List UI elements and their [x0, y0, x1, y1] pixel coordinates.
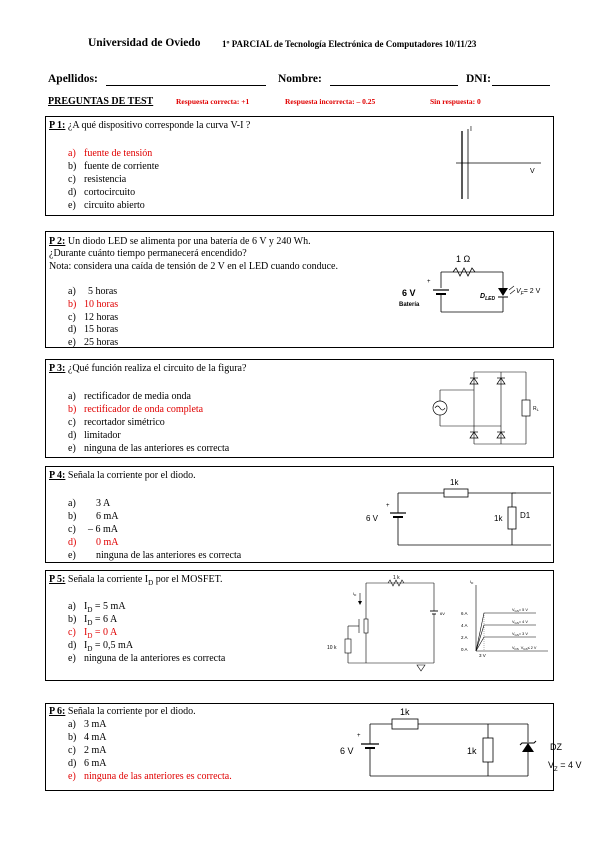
name-field[interactable] — [330, 85, 458, 86]
curve-label-5: $V_{GS}= 5$ V — [512, 608, 528, 613]
resistor-top — [444, 489, 468, 497]
name-label: Nombre: — [278, 73, 322, 85]
source-label: 6 V — [366, 514, 379, 523]
option-d[interactable]: d) limitador — [68, 430, 121, 441]
question-text: ¿A qué dispositivo corresponde la curva V-I ? — [67, 120, 251, 131]
resistor-mid — [508, 507, 516, 529]
option-c[interactable]: c) – 6 mA — [68, 524, 118, 535]
university-name: Universidad de Oviedo — [88, 37, 201, 49]
option-a[interactable]: a) 3 A — [68, 498, 111, 509]
option-e[interactable]: e) ninguna de las anteriores es correcta. — [68, 771, 232, 782]
question-5 — [45, 570, 554, 681]
question-1-stem — [49, 120, 250, 131]
dni-label: DNI: — [466, 73, 491, 85]
question-text: Señala la corriente por el diodo. — [67, 470, 196, 481]
surname-field[interactable] — [106, 85, 266, 86]
option-d[interactable]: d) 15 horas — [68, 324, 119, 335]
question-text: ¿Qué función realiza el circuito de la figura? — [67, 363, 247, 374]
mosfet — [364, 619, 368, 633]
vi-curve-figure — [446, 121, 546, 211]
option-b[interactable]: b) $I_D = 6$ A — [68, 614, 118, 627]
question-2-stem — [49, 236, 311, 247]
option-b[interactable]: b) 10 horas — [68, 299, 119, 310]
curve-label-3: $V_{GS}= 3$ V — [512, 632, 528, 637]
vz-label: $V_Z = 4$ V — [548, 760, 582, 773]
question-3-stem — [49, 363, 246, 374]
option-b[interactable]: b) rectificador de onda completa — [68, 404, 204, 415]
option-d[interactable]: d) 0 mA — [68, 537, 119, 548]
resistor-top — [392, 719, 418, 729]
load-resistor — [522, 400, 530, 416]
option-d[interactable]: d) $I_D = 0,5$ mA — [68, 640, 134, 653]
question-1 — [45, 116, 554, 216]
resistor-top-label: 1k — [450, 478, 459, 487]
legend-correct: Respuesta correcta: +1 — [176, 97, 250, 106]
resistor-10k — [345, 639, 351, 653]
option-a[interactable]: a) $I_D = 5$ mA — [68, 601, 126, 614]
option-d[interactable]: d) cortocircuito — [68, 187, 136, 198]
question-text: Un diodo LED se alimenta por una batería de 6 V y 240 Wh. — [67, 236, 311, 247]
question-label: P 2: — [49, 236, 66, 247]
v-axis-label: V — [530, 168, 535, 175]
r-gate-label: 10 k — [327, 645, 337, 651]
question-label: P 6: — [49, 706, 66, 717]
question-label: P 5: — [49, 574, 66, 585]
option-c[interactable]: c) 2 mA — [68, 745, 107, 756]
plus-sign: + — [357, 733, 361, 739]
diode-label: D1 — [520, 511, 531, 520]
resistor-label: 1 Ω — [456, 254, 471, 264]
led-label: $D_{LED}$ — [480, 293, 496, 302]
i-axis-label: I — [470, 126, 472, 133]
question-text-line2: ¿Durante cuánto tiempo permanecerá encendido? — [49, 248, 247, 259]
battery-voltage: 6 V — [402, 288, 416, 298]
source-label: 6 V — [340, 746, 354, 756]
option-e[interactable]: e) ninguna de las anteriores es correcta — [68, 550, 242, 561]
curve-label-2: $V_{DS}$ $V_{GS}\le 2$ V — [512, 646, 537, 651]
led-circuit-figure — [398, 250, 548, 325]
tick-0a: 0 A — [461, 647, 468, 652]
question-label: P 1: — [49, 120, 66, 131]
vf-label: $V_F= 2$ V — [516, 288, 541, 297]
load-label: $R_L$ — [533, 406, 539, 412]
legend-blank: Sin respuesta: 0 — [430, 97, 481, 106]
led-diode — [498, 288, 508, 296]
option-b[interactable]: b) 4 mA — [68, 732, 107, 743]
option-d[interactable]: d) 6 mA — [68, 758, 107, 769]
option-a[interactable]: a) 5 horas — [68, 286, 118, 297]
legend-incorrect: Respuesta incorrecta: – 0.25 — [285, 97, 376, 106]
resistor-mid-label: 1k — [494, 514, 503, 523]
zener-diode — [522, 743, 534, 752]
question-3 — [45, 359, 554, 458]
option-e[interactable]: e) ninguna de la anteriores es correcta — [68, 653, 226, 664]
question-4 — [45, 466, 554, 563]
question-note: Nota: considera una caída de tensión de 2 V en el LED cuando conduce. — [49, 261, 338, 272]
option-e[interactable]: e) ninguna de las anteriores es correcta — [68, 443, 230, 454]
resistor-mid-label: 1k — [467, 746, 477, 756]
mosfet-circuit-figure — [326, 571, 551, 679]
id-label: $I_D$ — [353, 591, 357, 597]
plus-sign: + — [386, 503, 390, 509]
question-4-stem — [49, 470, 196, 481]
tick-2a: 2 A — [461, 635, 468, 640]
option-c[interactable]: c) recortador simétrico — [68, 417, 165, 428]
exam-title: 1º PARCIAL de Tecnología Electrónica de Computadores 10/11/23 — [222, 39, 477, 49]
graph-y-label: $I_D$ — [470, 579, 474, 585]
resistor-top-label: 1k — [400, 707, 410, 717]
source-label: 6V — [440, 611, 445, 616]
option-a[interactable]: a) rectificador de media onda — [68, 391, 191, 402]
option-e[interactable]: e) 25 horas — [68, 337, 119, 348]
tick-6a: 6 A — [461, 611, 468, 616]
dni-field[interactable] — [492, 85, 550, 86]
question-text: Señala la corriente por el diodo. — [67, 706, 196, 717]
tick-3v: 3 V — [479, 653, 486, 658]
r-top-label: 1 k — [393, 575, 400, 581]
resistor-mid — [483, 738, 493, 762]
question-2 — [45, 231, 554, 348]
option-a[interactable]: a) fuente de tensión — [68, 148, 153, 159]
question-label: P 3: — [49, 363, 66, 374]
question-6 — [45, 703, 582, 791]
bridge-rectifier-figure — [426, 368, 551, 456]
option-c[interactable]: c) 12 horas — [68, 312, 119, 323]
question-label: P 4: — [49, 470, 66, 481]
test-title: PREGUNTAS DE TEST — [48, 96, 154, 107]
ground-icon — [417, 665, 425, 671]
option-b[interactable]: b) 6 mA — [68, 511, 119, 522]
question-5-stem: P 5: Señala la corriente $I_D$ por el MOSFET. — [49, 574, 223, 587]
plus-sign: + — [427, 279, 431, 285]
option-c[interactable]: c) resistencia — [68, 174, 127, 185]
curve-label-4: $V_{GS}= 4$ V — [512, 620, 528, 625]
option-c[interactable]: c) $I_D = 0$ A — [68, 627, 118, 640]
tick-4a: 4 A — [461, 623, 468, 628]
option-e[interactable]: e) circuito abierto — [68, 200, 145, 211]
option-b[interactable]: b) fuente de corriente — [68, 161, 159, 172]
zener-circuit-figure — [340, 704, 552, 790]
zener-label: DZ — [550, 742, 562, 752]
battery-name: Batería — [399, 302, 420, 308]
surname-label: Apellidos: — [48, 73, 98, 85]
question-6-stem — [49, 706, 196, 717]
option-a[interactable]: a) 3 mA — [68, 719, 107, 730]
